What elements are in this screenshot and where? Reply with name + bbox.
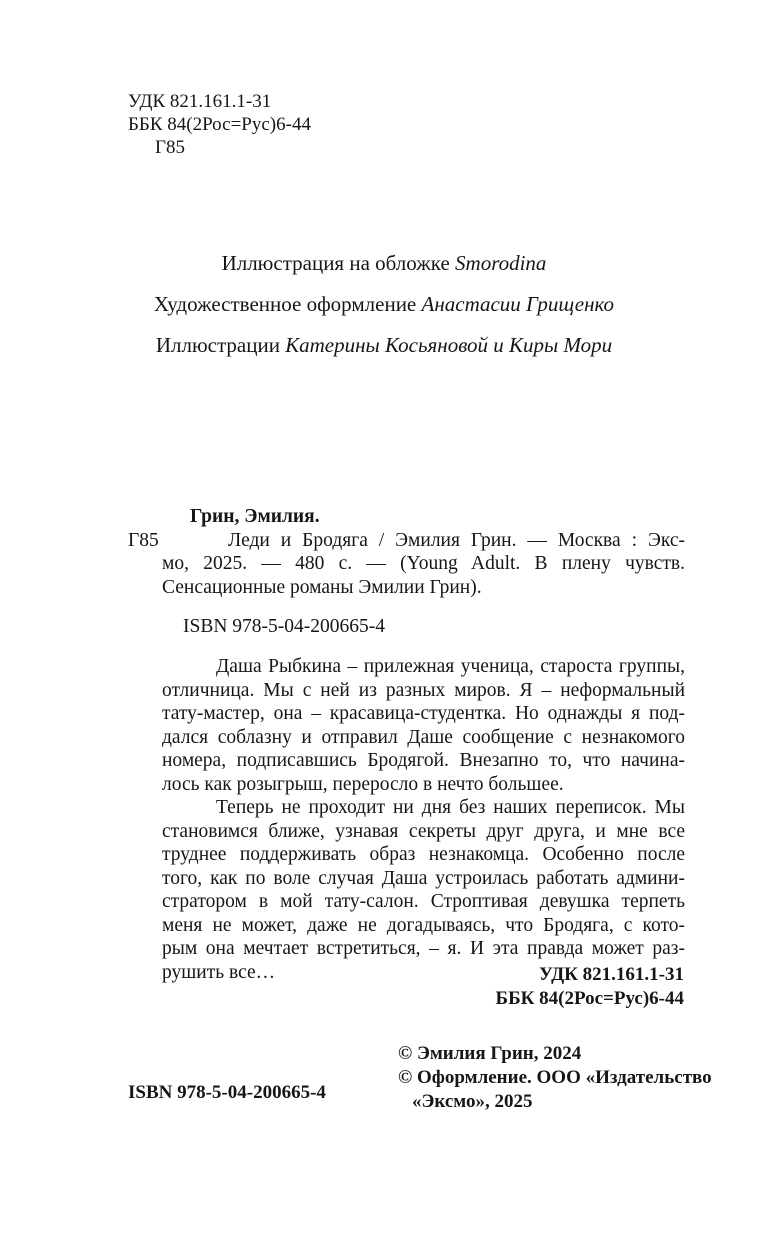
annotation-line: рушить все… (162, 961, 276, 983)
annotation-line: тату-мастер, она – красавица-студентка. Но однажды я под- (162, 703, 685, 724)
credit-prefix: Иллюстрации (155, 333, 280, 357)
annotation (162, 655, 685, 984)
copyright-line: © Эмилия Грин, 2024 (398, 1043, 582, 1064)
annotation-line: рым она мечтает встретиться, – я. И эта правда может раз- (162, 938, 685, 959)
bottom-bbk-code: ББК 84(2Рос=Рус)6-44 (495, 988, 684, 1009)
copyright-block (398, 1042, 712, 1114)
annotation-line: труднее поддерживать образ незнакомца. Особенно после (162, 844, 685, 865)
annotation-line: номера, подписавшись Бродягой. Внезапно то, что начина- (162, 750, 685, 771)
annotation-line: того, как по воле случая Даша устроилась работать админи- (162, 867, 685, 889)
annotation-line: дался соблазну и отправил Даше сообщение с незнакомого (162, 726, 685, 748)
bottom-udk-code: УДК 821.161.1-31 (539, 964, 684, 985)
credit-prefix: Художественное оформление (153, 292, 417, 316)
catalog-entry (128, 505, 685, 639)
annotation-line: становимся ближе, узнавая секреты друг друга, и мне все (162, 820, 685, 842)
catalog-line: Сенсационные романы Эмилии Грин). (162, 576, 482, 598)
illustrators-credit (0, 333, 768, 358)
annotation-paragraph (162, 796, 685, 984)
author-sign: Г85 (155, 137, 185, 158)
catalog-author-sign: Г85 (128, 529, 159, 551)
copyright-line: © Оформление. ООО «Издательство (398, 1067, 712, 1088)
annotation-line: меня не может, даже не догадываясь, что Бродяга, с кото- (162, 914, 685, 936)
annotation-line: отличница. Мы с ней из разных миров. Я – неформальный (162, 679, 685, 701)
catalog-description (128, 529, 685, 600)
top-catalog-codes (128, 90, 311, 159)
annotation-line: Даша Рыбкина – прилежная ученица, староста группы, (216, 656, 685, 677)
catalog-author: Грин, Эмилия. (190, 506, 320, 527)
annotation-line: лось как розыгрыш, переросло в нечто большее. (162, 773, 564, 795)
catalog-line: мо, 2025. — 480 с. — (Young Adult. В плену чувств. (162, 553, 685, 574)
catalog-isbn: ISBN 978-5-04-200665-4 (183, 616, 386, 637)
bottom-catalog-codes (496, 963, 684, 1011)
udk-code: УДК 821.161.1-31 (128, 91, 272, 112)
copyright-line: «Эксмо», 2025 (412, 1091, 533, 1112)
annotation-line: стратором в мой тату-салон. Строптивая девушка терпеть (162, 891, 685, 912)
design-credit (0, 292, 768, 317)
catalog-line: Леди и Бродяга / Эмилия Грин. — Москва : Экс- (228, 529, 685, 551)
credit-name: Катерины Косьяновой и Киры Мори (285, 333, 613, 357)
credit-name: Анастасии Грищенко (421, 292, 615, 316)
footer-isbn: ISBN 978-5-04-200665-4 (128, 1082, 326, 1103)
cover-illustration-credit (0, 251, 768, 276)
credit-name: Smorodina (455, 251, 547, 275)
credit-prefix: Иллюстрация на обложке (221, 251, 450, 275)
annotation-line: Теперь не проходит ни дня без наших переписок. Мы (216, 797, 685, 818)
annotation-paragraph (162, 655, 685, 796)
catalog-description-text (162, 529, 685, 600)
bbk-code: ББК 84(2Рос=Рус)6-44 (128, 114, 311, 135)
illustration-credits (0, 251, 768, 374)
